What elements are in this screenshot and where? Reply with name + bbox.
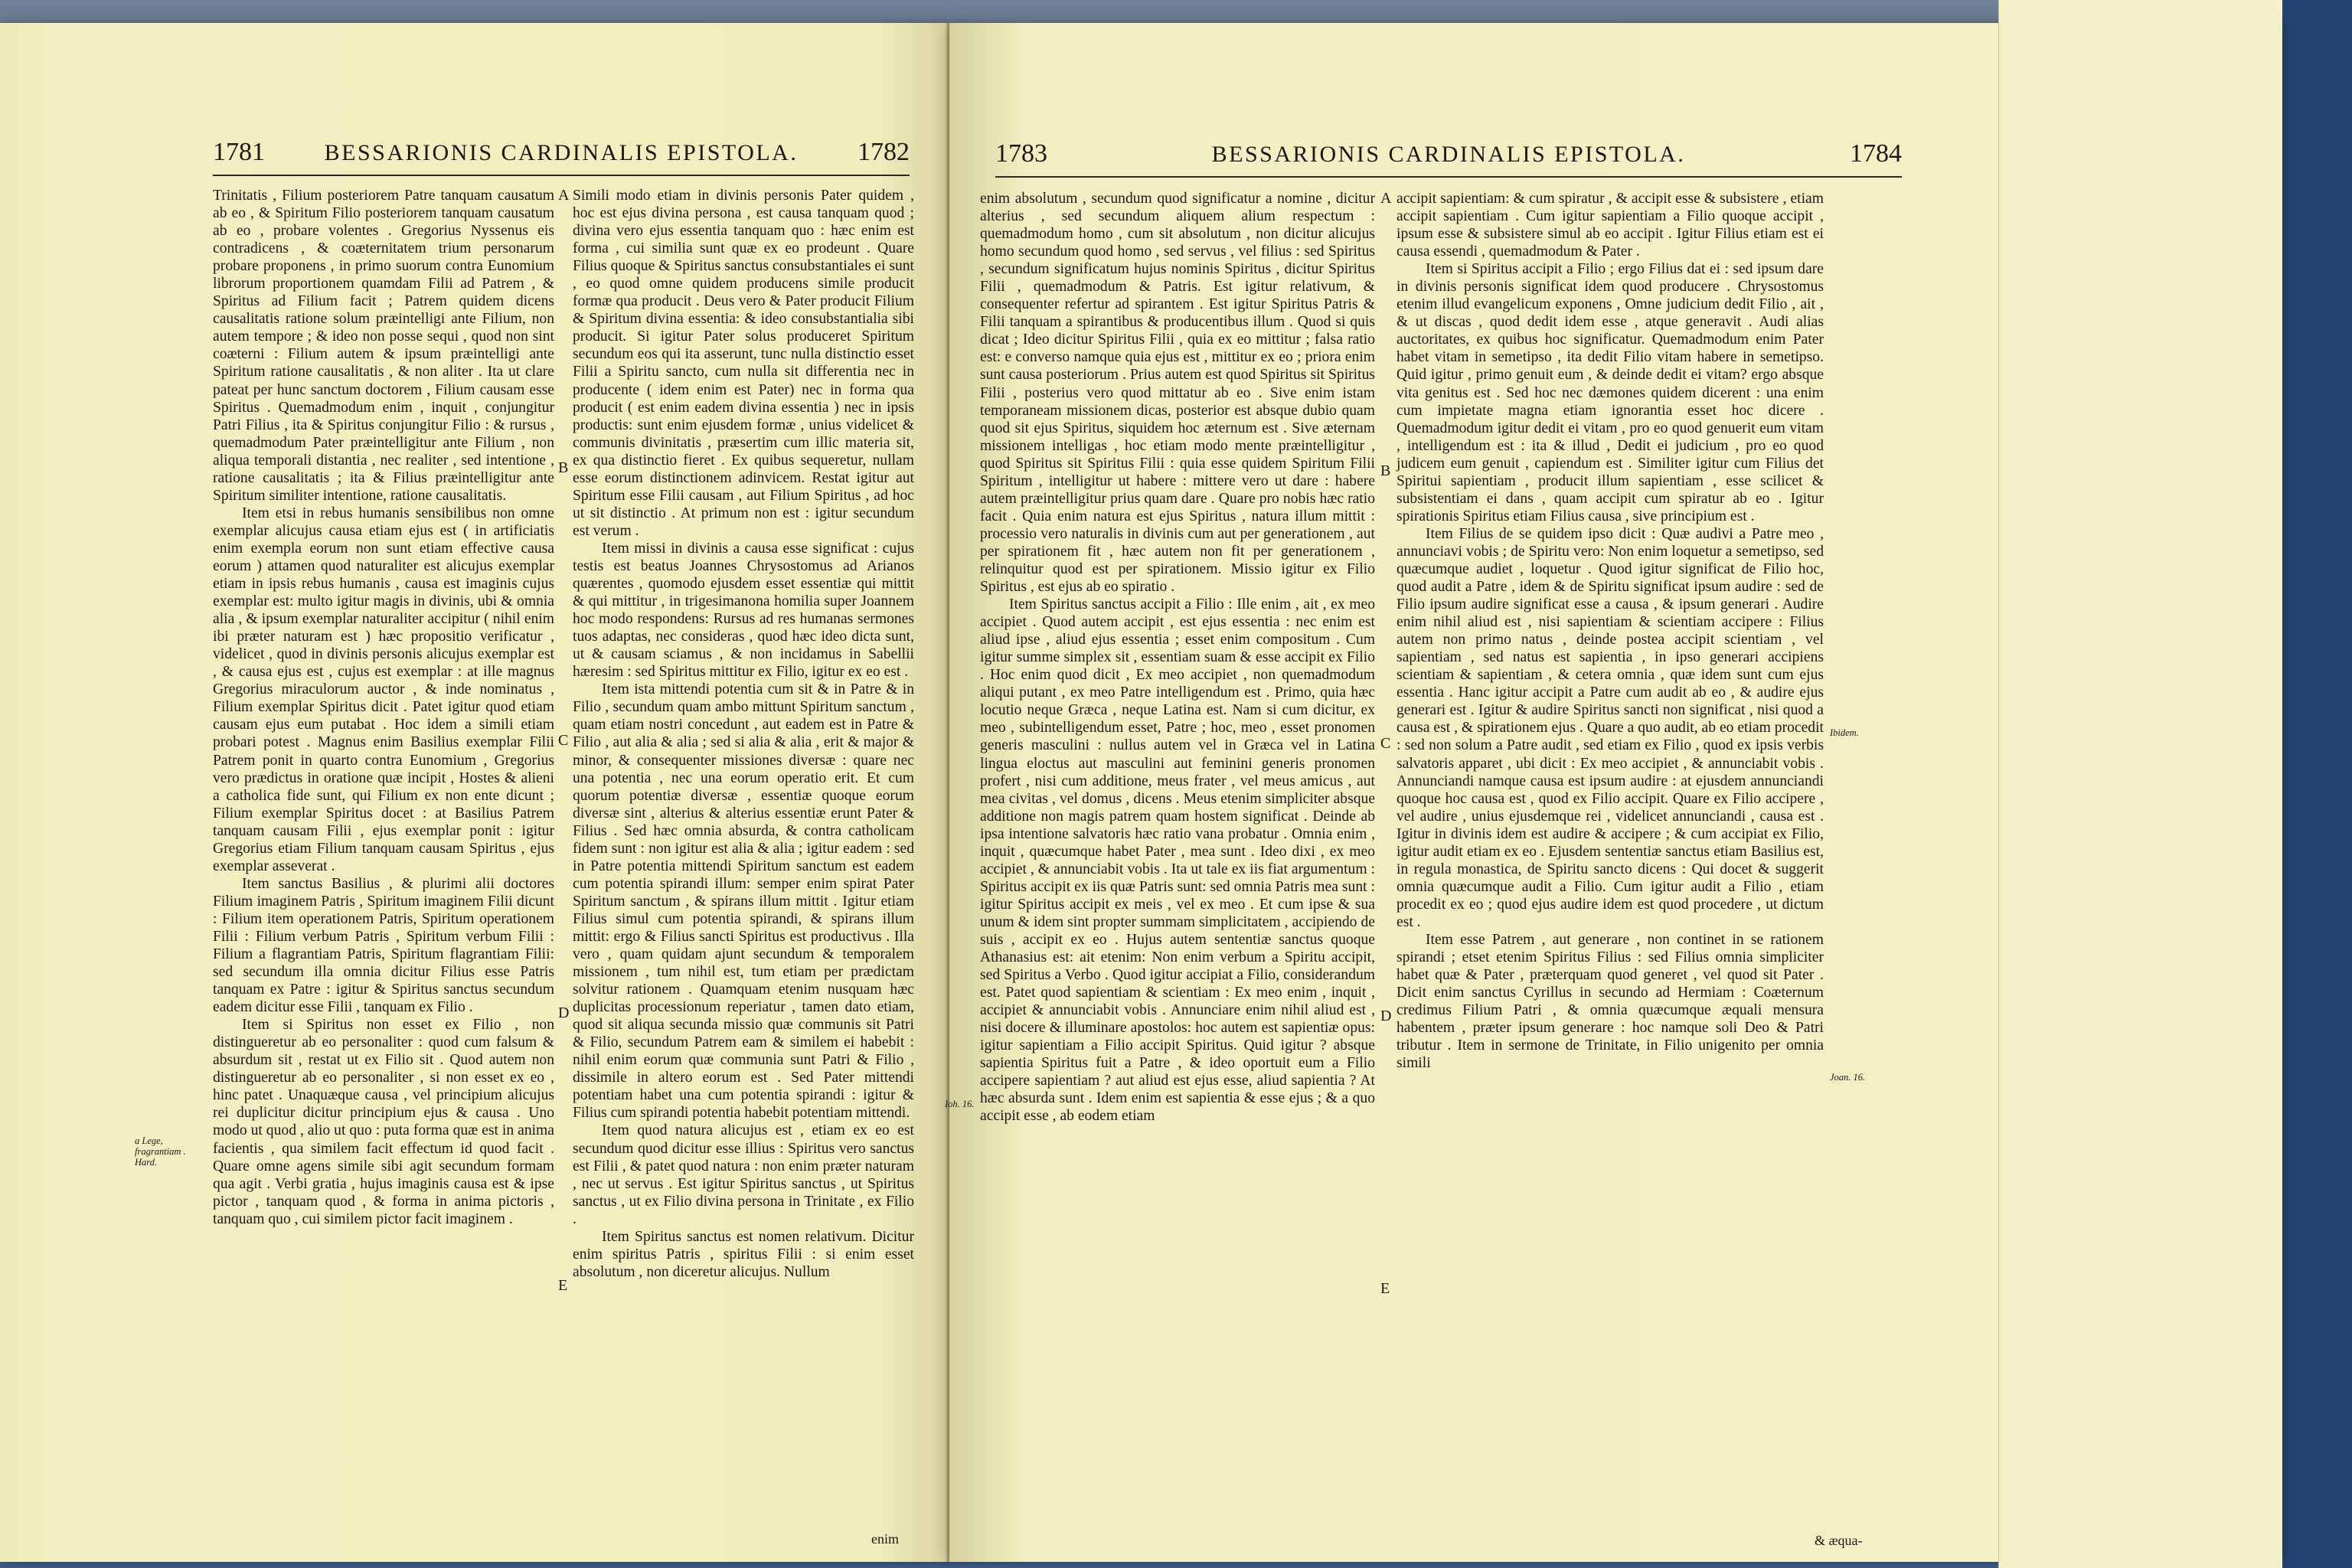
- margin-note: a Lege, fragrantiam . Hard.: [135, 1135, 186, 1168]
- right-column-2: [1396, 190, 1824, 1072]
- margin-note: Ioh. 16.: [945, 1099, 975, 1109]
- margin-letter: B: [558, 459, 569, 476]
- running-title: BESSARIONIS CARDINALIS EPISTOLA.: [324, 140, 799, 165]
- page-number: 1784: [1849, 139, 1902, 168]
- page-number: 1781: [213, 138, 265, 166]
- paragraph: Item missi in divinis a causa esse significat : cujus testis est beatus Joannes Chrysostomus ad Arianos quærentes , quomodo ejusdem esset essentiæ qui mittit & qui mittitur , in trigesimanona homilia super Joannem hoc modo respondens: Rursus ad res humanas sermones tuos adaptas, nec consideras , quod hæc ideo dicta sunt, ut & causam sciamus , & non incidamus in Sabellii hæresim : sed Spiritus mittitur ex Filio, igitur ex eo est .: [573, 540, 914, 681]
- margin-letter: D: [558, 1004, 570, 1021]
- paragraph: Item esse Patrem , aut generare , non continet in se rationem spirandi ; etset etenim Spiritus Filius : sed Filius omnia simpliciter habet quæ & Pater , præterquam quod generet , vel quod sit Pater . Dicit enim sanctus Cyrillus in secundo ad Hermiam : Coæternum credimus Filium Patri , & omnia quæcumque æquali mensura habentem , præter ipsum generare : hoc namque soli Deo & Patri tributur . Item in sermone de Trinitate, in Filio unigenito per omnia simili: [1396, 931, 1824, 1072]
- paragraph: Item etsi in rebus humanis sensibilibus non omne exemplar alicujus causa etiam ejus est ( in artificiatis enim exempla eorum non sunt etiam effective causa eorum ) attamen quod naturaliter est alicujus exemplar etiam in ipsis rebus humanis , causa est imaginis cujus exemplar est: multo igitur magis in divinis, ubi & omnia alia , & ipsum exemplar naturaliter accipitur ( nihil enim ibi præter naturam est ) hæc propositio verificatur , videlicet , quod in divinis personis alicujus exemplar est , & causa ejus est , cujus est exemplar : at ille magnus Gregorius miraculorum auctor , & inde nominatus , Filium exemplar Spiritus dicit . Patet igitur quod etiam causam ejus eum putabat . Hoc idem a simili etiam probari potest . Magnus enim Basilius exemplar Filii Patrem ponit in quarto contra Eunomium , Gregorius vero prædictus in oratione quæ incipit , Hostes & alieni a catholica fide sunt, qui Filium ex non ente dicunt ; Filium exemplar Spiritus docet : at Basilius Patrem tanquam causam Filii , ejus exemplar ponit : igitur Gregorius etiam Filium tanquam causam Spiritus , ejus exemplar asseverat .: [213, 505, 554, 874]
- left-page: [0, 23, 949, 1562]
- catchword: enim: [871, 1531, 899, 1547]
- margin-note: Ibidem.: [1830, 727, 1859, 738]
- margin-letter: E: [1380, 1280, 1390, 1297]
- left-column-2: [573, 187, 914, 1281]
- margin-letter: A: [558, 187, 570, 204]
- margin-letter: E: [558, 1277, 568, 1294]
- paragraph: Item si Spiritus accipit a Filio ; ergo Filius dat ei : sed ipsum dare in divinis personis significat idem quod producere . Chrysostomus etenim illud evangelicum exponens , Omne judicium dedit Filio , ait , & ut discas , quod dedit idem esse , atque generavit . Audi alias auctoritates, ex quibus hoc significatur. Quemadmodum enim Pater habet vitam in semetipso , ita dedit Filio vitam habere in semetipso. Quid igitur , primo genuit eum , & deinde dedit ei vitam? ergo absque vita genitus est . Sed hoc nec dæmones quidem dicerent : una enim cum impietate magna etiam ignorantia esset hoc dicere . Quemadmodum igitur dedit ei vitam , pro eo quod genuerit eum vitam , intelligendum est : ita & illud , Dedit ei judicium , pro eo quod judicem eum genuit , capiendum est . Similiter igitur cum Filius det Spiritui sapientiam , producit illum sapientiam , esse scilicet & subsistentiam ei dans , quam accipit cum spiratur ab eo . Igitur spirationis Spiritus etiam Filius causa , sive principium est .: [1396, 261, 1824, 524]
- background-edge: [2282, 0, 2352, 1568]
- paragraph: Item si Spiritus non esset ex Filio , non distingueretur ab eo personaliter : quod cum falsum & absurdum sit , restat ut ex Filio sit . Quod autem non distingueretur ab eo personaliter , si non esset ex eo , hinc patet . Unaquæque causa , vel principium alicujus rei duplicitur dicitur principium ejus & causa . Uno modo ut quod , alio ut quo : puta forma quæ est in anima facientis , qua similem facit effectum id quod facit . Quare omne agens simile sibi agit secundum formam qua agit . Verbi gratia , hujus imaginis causa est & ipse pictor , tanquam quod , & forma in anima pictoris , tanquam quo , cui similem pictor facit imaginem .: [213, 1017, 554, 1227]
- paragraph: Simili modo etiam in divinis personis Pater quidem , hoc est ejus divina persona , est causa tanquam quod ; divina vero ejus essentia tanquam quo : hæc enim est forma , cui similia sunt quæ ex eo prodeunt . Quare Filius quoque & Spiritus sanctus consubstantiales ei sunt , eo quod omne quidem producens simile producit formæ qua producit . Deus vero & Pater producit Filium & Spiritum divina essentia: & ideo consubstantialia sibi producit. Si igitur Pater solus produceret Spiritum secundum eos qui ita asserunt, tunc nulla distinctio esset Filii a Spiritu sancto, cum nulla sit differentia nec in producente ( idem enim est Pater) nec in forma qua producit ( est enim eadem divina essentia ) nec in ipsis productis: sunt enim ejusdem formæ , unius videlicet & communis divinitatis , præsertim cum illic materia sit, ex qua distinctio fieret . Ex quibus sequeretur, nullam esse eorum distinctionem adinvicem. Restat igitur aut Spiritum esse Filii causam , aut Filium Spiritus , ad hoc ut sit distinctio . At primum non est : igitur secundum est verum .: [573, 188, 914, 539]
- page-number: 1782: [857, 138, 910, 166]
- catchword: & æqua-: [1815, 1533, 1863, 1548]
- paragraph: Item quod natura alicujus est , etiam ex eo est secundum quod dicitur esse illius : Spiritus vero sanctus est Filii , & patet quod natura : non enim præter naturam , nec ut servus . Est igitur Spiritus sanctus , ut Spiritus sanctus , ut ex Filio divina persona in Trinitate , ex Filio .: [573, 1122, 914, 1227]
- paragraph: Item Filius de se quidem ipso dicit : Quæ audivi a Patre meo , annunciavi vobis ; de Spiritu vero: Non enim loquetur a semetipso, sed quæcumque audiet , loquetur . Quod igitur significat de Filio hoc, quod audit a Patre , idem & de Spiritu significat ipsum audire : sed de Filio ipsum audire significat esse a causa , & ipsum generari . Audire enim nihil aliud est , nisi sapientiam & scientiam accipere : Filius autem non primo natus , deinde postea accipit scientiam , vel sapientiam , sed natus est sapientia , in ipso generari accipiens scientiam & sapientiam , & cetera omnia , quæ idem sunt cum ejus essentia . Hanc igitur accipit a Patre cum audit ab eo , & audire ejus generari est . Igitur & audire Spiritus sancti non significat , nisi quod a causa est , & spirationem ejus . Quare a quo audit, ab eo etiam procedit : sed non solum a Patre audit , sed etiam ex Filio , quod ex ipsis verbis salvatoris apparet , ubi dicit : Ex meo accipiet , & annunciabit vobis . Annunciandi namque causa est ipsum audire : at ejusdem annunciandi quoque hoc causa est , quod ex Filio accipit. Quare ex Filio accipere , vel audire , unius ejusdemque rei , videlicet annunciandi , causa est . Igitur in divinis idem est audire & accipere ; & cum accipiat ex Filio, igitur audit etiam ex eo . Ejusdem sententiæ sanctus etiam Basilius est, in regula monastica, de Spiritu sancto dicens : Qui docet & suggerit omnia quæcumque audit a Filio. Cum igitur audit a Filio , etiam procedit ex eo ; quod ejus audire idem est quod procedere , ut dictum est .: [1396, 525, 1824, 930]
- paragraph: Item Spiritus sanctus est nomen relativum. Dicitur enim spiritus Patris , spiritus Filii : si enim esset absolutum , non diceretur alicujus. Nullum: [573, 1228, 914, 1280]
- right-page-header: [995, 139, 1902, 168]
- margin-letter: C: [558, 732, 569, 749]
- margin-letter: C: [1380, 735, 1391, 752]
- margin-letter: A: [1380, 190, 1392, 207]
- paragraph: Item ista mittendi potentia cum sit & in Patre & in Filio , secundum quam ambo mittunt Spiritum sanctum , quam etiam nostri concedunt , aut eadem est in Patre & Filio , aut alia & alia ; sed si alia & alia , erit & major & minor, & consequenter missiones diversæ : quare nec una potentia , nec una eorum operatio erit. Et cum quorum potentiæ diversæ , essentiæ quoque eorum diversæ sint , alterius & alterius essentiæ erunt Pater & Filius . Sed hæc omnia absurda, & contra catholicam fidem sunt : non igitur est alia & alia ; igitur eadem : sed in Patre potentia mittendi Spiritum sanctum est eadem cum potentia spirandi illum: semper enim spirat Pater Spiritum sanctum , & spirans illum mittit . Igitur etiam Filius simul cum potentia spirandi, & spirans illum mittit: ergo & Filius sancti Spiritus est productivus . Illa vero , quam quidam ajunt secundum & temporalem missionem , tum nihil est, tum etiam per prædictam solvitur rationem . Quamquam etenim nusquam hæc duplicitas processionum reperiatur , tamen dato etiam, quod sit aliqua secunda missio quæ communis sit Patri & Filio, secundum Patrem eam & similem ei habebit : nihil enim eorum quæ communia sunt Patri & Filio , dissimile in altero eorum est . Sed Pater mittendi potentiam habet una cum potentia spirandi : igitur & Filius cum spirandi potentia habebit potentiam mittendi.: [573, 681, 914, 1122]
- right-column-1: [980, 190, 1375, 1125]
- paragraph: Trinitatis , Filium posteriorem Patre tanquam causatum ab eo , & Spiritum Filio posteriorem tanquam causatum ab eo , probare volentes . Gregorius Nyssenus eis contradicens , & coæternitatem trium personarum probare proponens , in primo suorum contra Eunomium librorum proportionem quamdam Filii ad Patrem , & Spiritus ad Filium facit ; Patrem quidem dicens causalitatis ratione solum præintelligi ante Filium, non autem tempore ; & ideo non posse sequi , quod non sint coæterni : Filium autem & ipsum præintelligi ante Spiritum ratione causalitatis , & non aliter . Ita ut clare pateat per hunc sanctum doctorem , Filium causam esse Spiritus . Quemadmodum enim , inquit , conjungitur Patri Filius , ita & Spiritus conjungitur Filio : & rursus , quemadmodum Pater præintelligitur ante Filium , non aliqua temporali distantia , nec realiter , sed intentione , ratione causalitatis ; ita & Filius præintelligitur ante Spiritum similiter intentione, ratione causalitatis.: [213, 188, 554, 504]
- header-rule: [213, 175, 910, 176]
- paragraph: enim absolutum , secundum quod significatur a nomine , dicitur alterius , sed secundum aliquem alium respectum : quemadmodum homo , cum sit absolutum , non dicitur alicujus homo secundum quod homo , sed servus , vel filius : sed Spiritus , secundum significatum hujus nominis Spiritus , dicitur Spiritus Filii , quemadmodum & Patris. Est igitur relativum, & consequenter refertur ad spirantem . Est igitur Spiritus Patris & Filii tanquam a spirantibus & producentibus illum . Quod si quis dicat ; Ideo dicitur Spiritus Filii , quia ex eo mittitur ; falsa ratio est: e converso namque quia ejus est , mittitur ex eo ; priora enim sunt causa posteriorum . Prius autem est quod Spiritus sit Spiritus Filii , posterius vero quod mittatur ab eo . Sive enim istam temporaneam missionem dicas, posterior est absque dubio quam quod sit ejus Spiritus, siquidem hoc æternum est . Sive æternam missionem intelligas , hoc etiam modo mente præintelligitur , quod Spiritus sit Spiritus Filii : quia esse quidem Spiritum Filii Spiritum , intelligitur ut habere : mittere vero ut dare : habere autem præintelligitur prius quam dare . Quare pro nobis hæc ratio facit . Quia enim natura est ejus Spiritus , natura illum mittit : processio vero naturalis in divinis cum aut per generationem , aut per spirationem fit , hæc autem non fit per generationem , relinquitur quod est per spirationem. Missio igitur ex Filio Spiritus , est ejus ab eo spiratio .: [980, 191, 1375, 596]
- margin-letter: D: [1380, 1008, 1392, 1024]
- left-page-header: [213, 138, 910, 167]
- margin-note: Joan. 16.: [1830, 1072, 1866, 1083]
- header-rule: [995, 176, 1902, 178]
- running-title: BESSARIONIS CARDINALIS EPISTOLA.: [1211, 142, 1686, 167]
- paragraph: accipit sapientiam: & cum spiratur , & accipit esse & subsistere , etiam accipit sapientiam . Cum igitur sapientiam a Filio quoque accipit , ipsum esse & subsistere simul ab eo accipit . Igitur Filius etiam est ei causa essendi , quemadmodum & Pater .: [1396, 191, 1824, 260]
- paragraph: Item Spiritus sanctus accipit a Filio : Ille enim , ait , ex meo accipiet . Quod autem accipit , est ejus essentia : nec enim est aliud ipse , aliud ejus essentia ; esset enim compositum . Cum igitur summe simplex sit , essentiam suam & esse accipit ex Filio . Hoc enim quod dicit , Ex meo accipiet , non quemadmodum aliqui putant , ex meo Patre intelligendum est . Primo, quia hæc locutio neque Græca , neque Latina est. Nam si cum dicitur, ex meo , subintelligendum esset, Patre ; hoc, meo , esset pronomen generis masculini : nullus autem vel in Græca vel in Latina lingua eloctus aut masculini aut feminini generis pronomen profert , nisi cum additione, meus frater , vel meus amicus , aut mea civitas , vel domus , dicens . Meus etenim simpliciter absque additione non magis patrem quam hostem significat . Deinde ab ipsa intentione salvatoris hæc ratio vana probatur . Omnia enim , inquit , quæcumque habet Pater , mea sunt . Ideo dixi , ex meo accipiet , & annunciabit vobis . Ita ut tale ex iis fiat argumentum : Spiritus accipit ex iis quæ Patris sunt: sed omnia Patris mea sunt : igitur Spiritus accipit ex meis , vel ex meo . Et cum ipse & sua unum & idem sint propter summam simplicitatem , accipiendo de suis , accipit ex eo . Hujus autem sententiæ sanctus quoque Athanasius est: ait etenim: Non enim verbum a Spiritu accipit, sed Spiritus a Verbo . Quod igitur accipiat a Filio, considerandum est. Patet quod sapientiam & scientiam : Ex meo enim , inquit , accipiet & annunciabit vobis . Annunciare enim nihil aliud est , nisi docere & illuminare apostolos: hoc autem est sapientiæ opus: igitur sapientiam a Filio accipit Spiritus. Quid igitur ? absque sapientia Spiritus fuit a Patre , & ideo oportuit eum a Filio accipere sapientiam ? aut aliud est ejus esse, aliud sapientia ? At hæc absurda sunt . Idem enim est sapientia & esse ejus ; & a quo accipit esse , ab eodem etiam: [980, 596, 1375, 1125]
- page-edge-inset: [1998, 0, 2282, 1568]
- paragraph: Item sanctus Basilius , & plurimi alii doctores Filium imaginem Patris , Spiritum imaginem Filii dicunt : Filium item operationem Patris, Spiritum operationem Filii : Filium verbum Patris , Spiritum verbum Filii : Filium a flagrantiam Patris, Spiritum flagrantiam Filii: sed secundum illa omnia dicitur Filius esse Patris tanquam ex Patre : igitur & Spiritus sanctus secundum eadem dicitur esse Filii , tanquam ex Filio .: [213, 875, 554, 1016]
- page-number: 1783: [995, 139, 1047, 168]
- left-column-1: [213, 187, 554, 1228]
- margin-letter: B: [1380, 462, 1391, 479]
